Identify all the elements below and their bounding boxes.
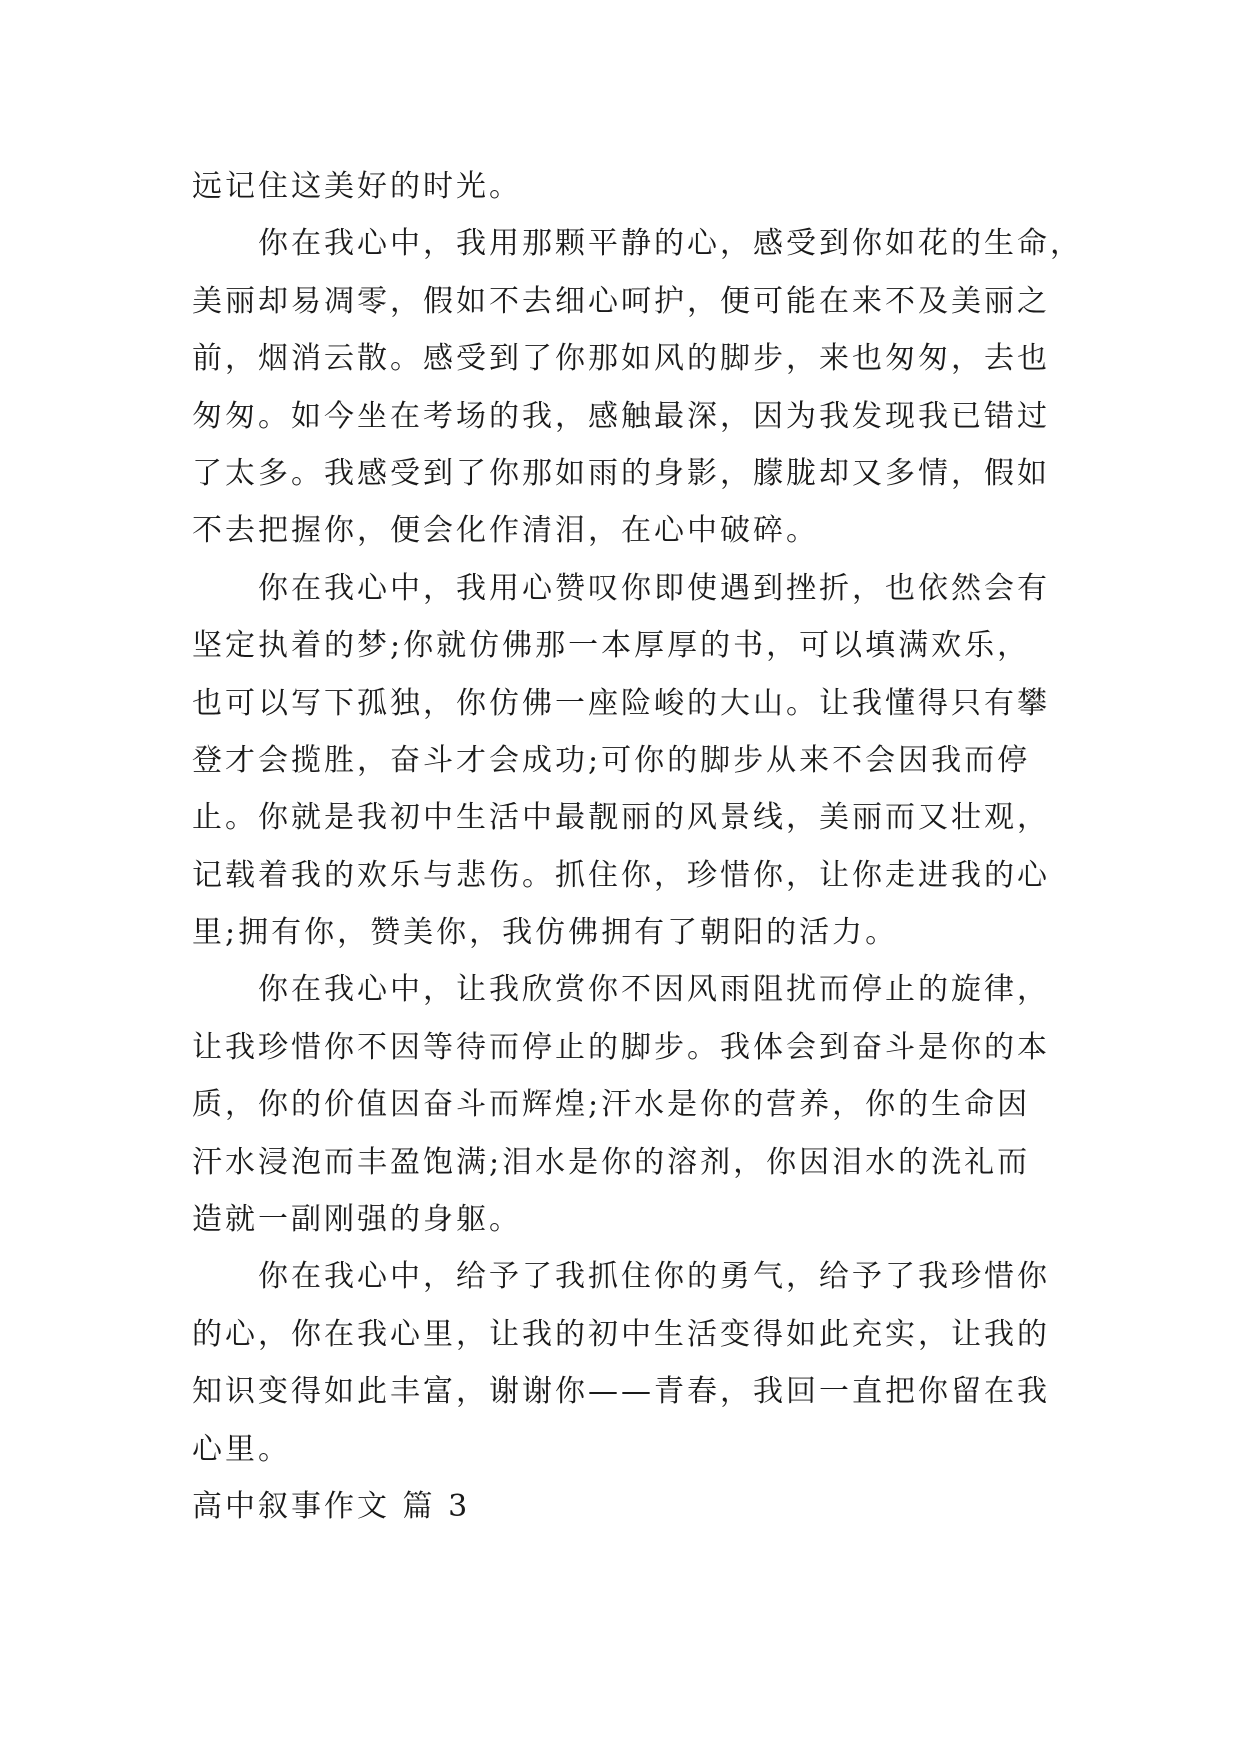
text-line: 汗水浸泡而丰盈饱满;泪水是你的溶剂，你因泪水的洗礼而 (192, 1144, 1031, 1180)
text-line: 匆匆。如今坐在考场的我，感触最深，因为我发现我已错过 (192, 398, 1050, 434)
text-line: 坚定执着的梦;你就仿佛那一本厚厚的书，可以填满欢乐， (192, 628, 1031, 664)
text-line: 的心，你在我心里，让我的初中生活变得如此充实，让我的 (192, 1316, 1050, 1352)
text-line: 止。你就是我初中生活中最靓丽的风景线，美丽而又壮观， (192, 800, 1050, 836)
text-line: 你在我心中，让我欣赏你不因风雨阻扰而停止的旋律， (258, 972, 1050, 1008)
section-heading: 高中叙事作文 篇 3 (192, 1488, 471, 1524)
text-line: 造就一副刚强的身躯。 (192, 1202, 522, 1238)
text-line: 知识变得如此丰富，谢谢你——青春，我回一直把你留在我 (192, 1374, 1050, 1410)
text-line: 你在我心中，我用心赞叹你即使遇到挫折，也依然会有 (258, 570, 1050, 606)
text-line: 登才会揽胜，奋斗才会成功;可你的脚步从来不会因我而停 (192, 742, 1031, 778)
text-line: 远记住这美好的时光。 (192, 169, 522, 204)
text-line: 美丽却易凋零，假如不去细心呵护，便可能在来不及美丽之 (192, 283, 1050, 319)
text-line: 你在我心中，给予了我抓住你的勇气，给予了我珍惜你 (258, 1259, 1050, 1295)
text-line: 了太多。我感受到了你那如雨的身影，朦胧却又多情，假如 (192, 455, 1050, 491)
text-line: 里;拥有你，赞美你，我仿佛拥有了朝阳的活力。 (192, 915, 899, 951)
text-line: 记载着我的欢乐与悲伤。抓住你，珍惜你，让你走进我的心 (192, 857, 1050, 893)
text-line: 质，你的价值因奋斗而辉煌;汗水是你的营养，你的生命因 (192, 1087, 1031, 1123)
text-line: 也可以写下孤独，你仿佛一座险峻的大山。让我懂得只有攀 (192, 685, 1050, 721)
text-line: 不去把握你，便会化作清泪，在心中破碎。 (192, 513, 819, 549)
text-line: 前，烟消云散。感受到了你那如风的脚步，来也匆匆，去也 (192, 341, 1050, 377)
essay-text (192, 158, 1083, 1535)
text-line: 你在我心中，我用那颗平静的心，感受到你如花的生命， (258, 226, 1083, 262)
text-line: 心里。 (192, 1431, 291, 1467)
text-line: 让我珍惜你不因等待而停止的脚步。我体会到奋斗是你的本 (192, 1029, 1050, 1065)
